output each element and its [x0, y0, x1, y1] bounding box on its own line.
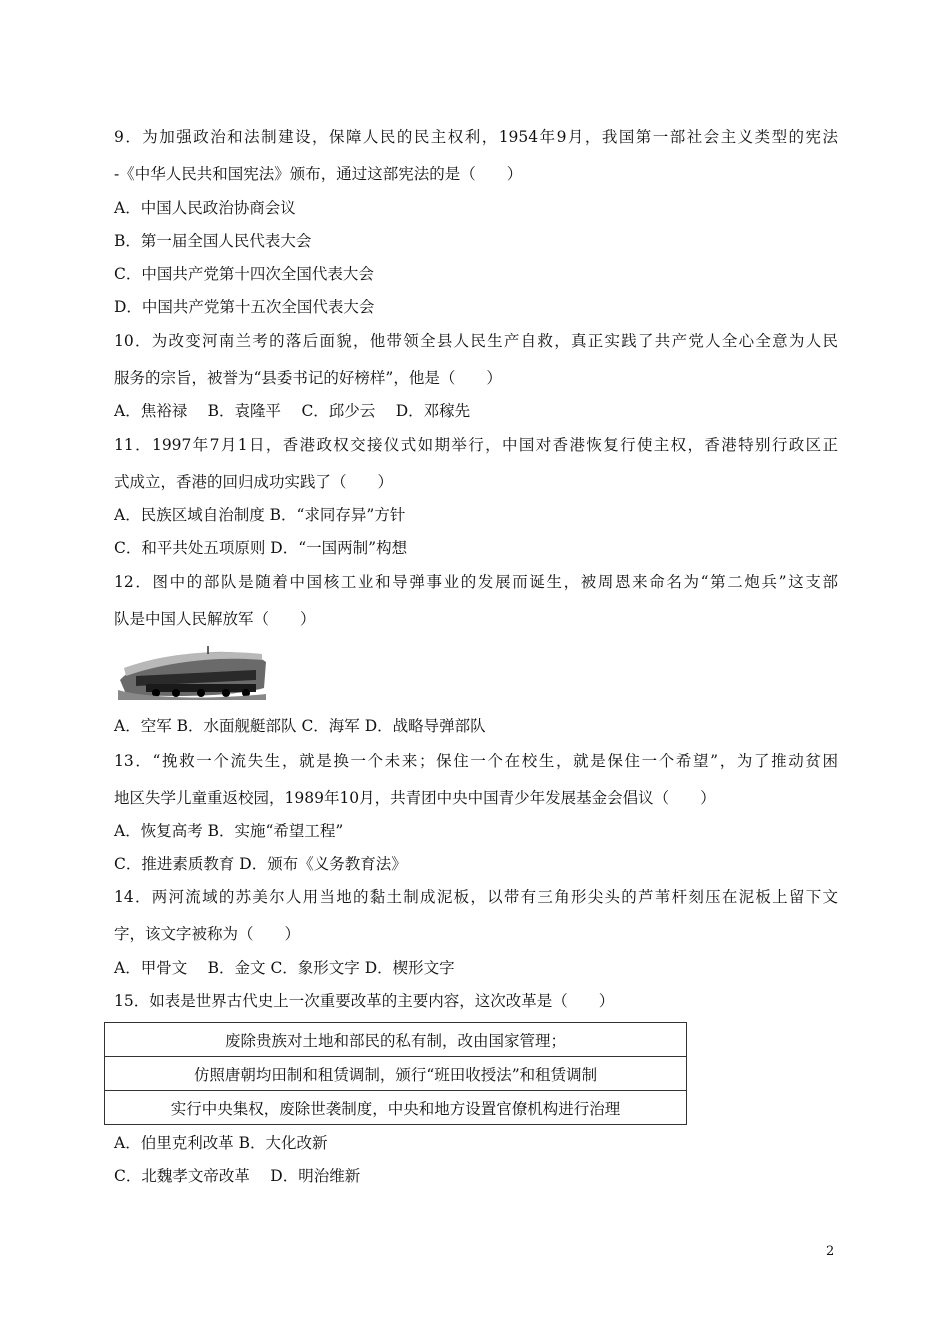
table-cell: 废除贵族对土地和部民的私有制，改由国家管理；	[105, 1023, 687, 1057]
page-number: 2	[826, 1244, 835, 1259]
table-row	[105, 1057, 687, 1091]
table-row	[105, 1091, 687, 1125]
table-cell: 仿照唐朝均田制和租赁调制，颁行“班田收授法”和租赁调制	[105, 1057, 687, 1091]
q9-option-b: B．第一届全国人民代表大会	[114, 232, 312, 250]
missile-unit-photo	[116, 640, 268, 700]
q9-stem-line2: -《中华人民共和国宪法》颁布，通过这部宪法的是（ ）	[114, 165, 523, 183]
q14-options: A．甲骨文 B．金文 C．象形文字 D．楔形文字	[114, 959, 455, 977]
table-cell: 实行中央集权，废除世袭制度，中央和地方设置官僚机构进行治理	[105, 1091, 687, 1125]
q14-stem-line2: 字，该文字被称为（ ）	[114, 925, 301, 943]
q11-stem-line1: 11．1997年7月1日，香港政权交接仪式如期举行，中国对香港恢复行使主权，香港特别行政区正	[114, 436, 838, 454]
q9-option-d: D．中国共产党第十五次全国代表大会	[114, 298, 375, 316]
q13-option-cd: C．推进素质教育 D．颁布《义务教育法》	[114, 855, 407, 873]
q11-option-ab: A．民族区域自治制度 B．“求同存异”方针	[114, 506, 406, 524]
q12-stem-line2: 队是中国人民解放军（ ）	[114, 610, 316, 628]
q12-stem-line1: 12．图中的部队是随着中国核工业和导弹事业的发展而诞生，被周恩来命名为“第二炮兵”这支部	[114, 573, 838, 591]
table-row	[105, 1023, 687, 1057]
q10-stem-line2: 服务的宗旨，被誉为“县委书记的好榜样”，他是（ ）	[114, 369, 502, 387]
q15-option-ab: A．伯里克利改革 B．大化改新	[114, 1134, 328, 1152]
q9-stem-line1: 9．为加强政治和法制建设，保障人民的民主权利，1954年9月，我国第一部社会主义类型的宪法	[114, 128, 838, 146]
q10-stem-line1: 10．为改变河南兰考的落后面貌，他带领全县人民生产自救，真正实践了共产党人全心全意为人民	[114, 332, 838, 350]
q9-option-c: C．中国共产党第十四次全国代表大会	[114, 265, 374, 283]
q15-stem: 15．如表是世界古代史上一次重要改革的主要内容，这次改革是（ ）	[114, 992, 615, 1010]
q14-stem-line1: 14．两河流域的苏美尔人用当地的黏土制成泥板，以带有三角形尖头的芦苇杆刻压在泥板上留下文	[114, 888, 838, 906]
q13-option-ab: A．恢复高考 B．实施“希望工程”	[114, 822, 344, 840]
q13-stem-line2: 地区失学儿童重返校园，1989年10月，共青团中央中国青少年发展基金会倡议（ ）	[114, 789, 716, 807]
q9-option-a: A．中国人民政治协商会议	[114, 199, 296, 217]
q11-option-cd: C．和平共处五项原则 D．“一国两制”构想	[114, 539, 408, 557]
q10-options: A．焦裕禄 B．袁隆平 C．邱少云 D．邓稼先	[114, 402, 471, 420]
q13-stem-line1: 13．“挽救一个流失生，就是换一个未来；保住一个在校生，就是保住一个希望”，为了推动贫困	[114, 752, 838, 770]
reform-table	[104, 1022, 687, 1125]
q12-options: A．空军 B．水面舰艇部队 C．海军 D．战略导弹部队	[114, 717, 486, 735]
q15-option-cd: C．北魏孝文帝改革 D．明治维新	[114, 1167, 361, 1185]
q11-stem-line2: 式成立，香港的回归成功实践了（ ）	[114, 473, 394, 491]
